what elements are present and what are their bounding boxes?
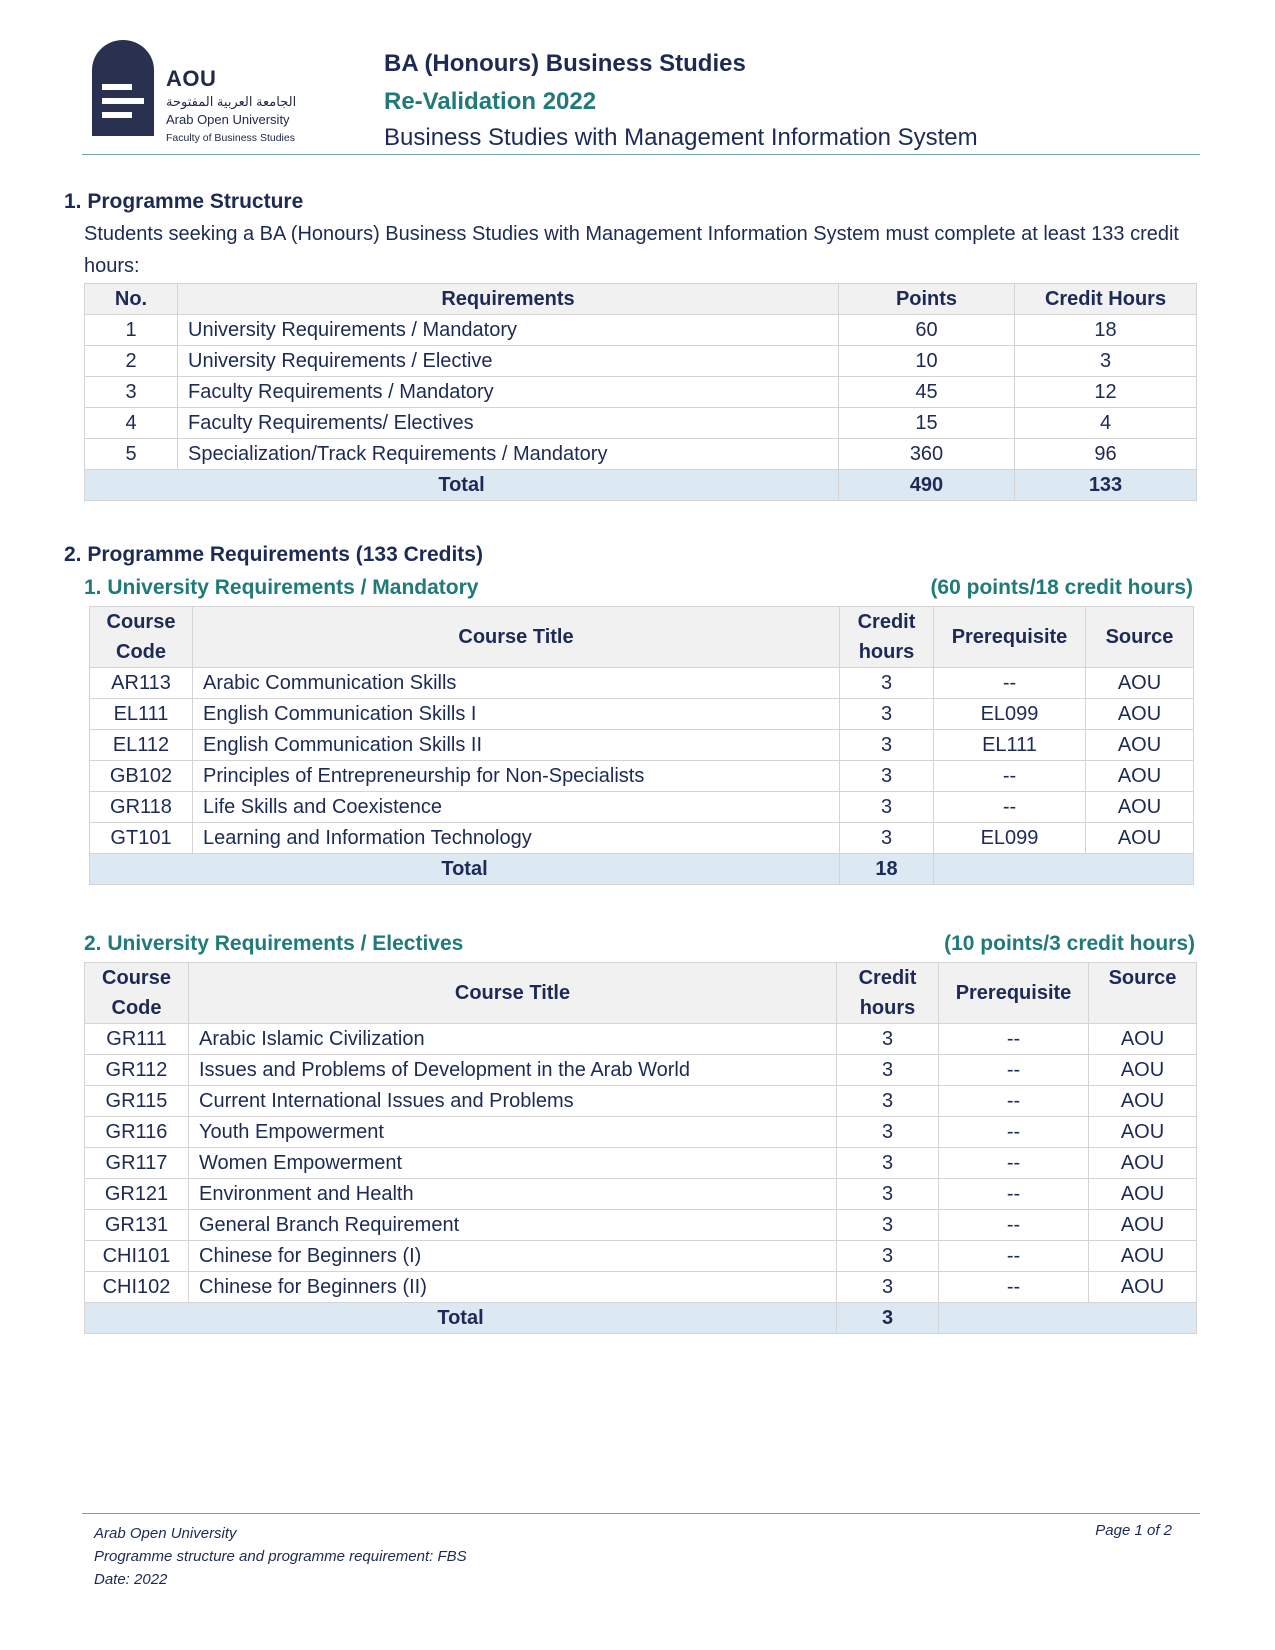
footer-date: Date: 2022 — [94, 1571, 168, 1588]
course-prereq: -- — [934, 668, 1086, 699]
course-credits: 3 — [837, 1086, 939, 1117]
course-credits: 3 — [840, 792, 934, 823]
course-credits: 3 — [837, 1055, 939, 1086]
column-header-code — [90, 607, 193, 668]
course-prereq: -- — [934, 761, 1086, 792]
table-row — [85, 346, 1197, 377]
course-source: AOU — [1089, 1055, 1197, 1086]
logo-arabic-text: الجامعة العربية المفتوحة — [166, 94, 297, 109]
header-line: Credit — [857, 611, 916, 633]
requirement-credits: 12 — [1015, 377, 1197, 408]
table-row — [85, 1179, 1197, 1210]
table-row — [90, 792, 1194, 823]
course-code: GT101 — [90, 823, 193, 854]
column-header-credits — [840, 607, 934, 668]
header-line: Course — [102, 967, 171, 989]
document-subtitle: Re-Validation 2022 — [384, 88, 597, 115]
table-row — [85, 1086, 1197, 1117]
course-code: GR112 — [85, 1055, 189, 1086]
course-code: GR131 — [85, 1210, 189, 1241]
table-row — [90, 668, 1194, 699]
column-header-title: Course Title — [189, 963, 837, 1024]
section-2-heading: 2. Programme Requirements (133 Credits) — [64, 543, 483, 566]
table-row — [85, 1210, 1197, 1241]
document-title: BA (Honours) Business Studies — [384, 50, 746, 77]
course-title: General Branch Requirement — [189, 1210, 837, 1241]
electives-summary: (10 points/3 credit hours) — [944, 932, 1195, 955]
header-line: Credit — [858, 967, 917, 989]
table-row — [85, 315, 1197, 346]
course-code: GR118 — [90, 792, 193, 823]
course-source: AOU — [1086, 761, 1194, 792]
course-source: AOU — [1089, 1117, 1197, 1148]
table-row — [90, 761, 1194, 792]
column-header-credits — [837, 963, 939, 1024]
course-credits: 3 — [840, 699, 934, 730]
course-code: GR115 — [85, 1086, 189, 1117]
column-header: No. — [85, 284, 178, 315]
course-credits: 3 — [840, 730, 934, 761]
row-number: 4 — [85, 408, 178, 439]
table-row — [90, 823, 1194, 854]
aou-logo — [92, 40, 332, 144]
course-source: AOU — [1086, 699, 1194, 730]
total-points: 490 — [839, 470, 1015, 501]
course-credits: 3 — [837, 1210, 939, 1241]
column-header-prereq: Prerequisite — [934, 607, 1086, 668]
table-row — [85, 439, 1197, 470]
course-source: AOU — [1086, 668, 1194, 699]
course-title: Chinese for Beginners (II) — [189, 1272, 837, 1303]
course-source: AOU — [1086, 823, 1194, 854]
electives-subheading: 2. University Requirements / Electives — [84, 932, 464, 955]
logo-english-text: Arab Open University — [166, 112, 290, 127]
course-source: AOU — [1089, 1086, 1197, 1117]
header-line: Code — [111, 997, 162, 1019]
course-title: Environment and Health — [189, 1179, 837, 1210]
section-1-intro: Students seeking a BA (Honours) Business Studies with Management Information System must complete at least 133 credit hours: — [84, 223, 1179, 277]
logo-aou-text: AOU — [166, 66, 217, 91]
course-prereq: -- — [939, 1024, 1089, 1055]
course-title: Learning and Information Technology — [193, 823, 840, 854]
course-code: CHI102 — [85, 1272, 189, 1303]
mandatory-summary: (60 points/18 credit hours) — [930, 576, 1193, 599]
programme-name: Business Studies with Management Information System — [384, 124, 978, 151]
course-prereq: EL111 — [934, 730, 1086, 761]
table-header-row — [90, 607, 1194, 668]
footer-org: Arab Open University — [94, 1525, 237, 1542]
course-code: GR121 — [85, 1179, 189, 1210]
requirement-points: 45 — [839, 377, 1015, 408]
course-code: EL111 — [90, 699, 193, 730]
course-source: AOU — [1086, 730, 1194, 761]
course-credits: 3 — [840, 668, 934, 699]
course-prereq: -- — [939, 1086, 1089, 1117]
course-title: English Communication Skills I — [193, 699, 840, 730]
requirement-points: 10 — [839, 346, 1015, 377]
page-number: Page 1 of 2 — [1095, 1522, 1172, 1539]
requirement-name: University Requirements / Mandatory — [178, 315, 839, 346]
total-row — [90, 854, 1194, 885]
row-number: 3 — [85, 377, 178, 408]
requirement-credits: 18 — [1015, 315, 1197, 346]
course-source: AOU — [1089, 1272, 1197, 1303]
course-title: Life Skills and Coexistence — [193, 792, 840, 823]
total-empty — [934, 854, 1194, 885]
course-code: CHI101 — [85, 1241, 189, 1272]
course-prereq: EL099 — [934, 699, 1086, 730]
total-row — [85, 1303, 1197, 1334]
course-prereq: -- — [934, 792, 1086, 823]
table-header-row — [85, 963, 1197, 1024]
requirement-credits: 3 — [1015, 346, 1197, 377]
table-row — [85, 1117, 1197, 1148]
table-row — [85, 1272, 1197, 1303]
requirement-name: Faculty Requirements / Mandatory — [178, 377, 839, 408]
header-line: Code — [116, 641, 166, 663]
course-prereq: EL099 — [934, 823, 1086, 854]
row-number: 2 — [85, 346, 178, 377]
course-prereq: -- — [939, 1210, 1089, 1241]
aou-logo-icon — [92, 40, 154, 136]
requirement-points: 60 — [839, 315, 1015, 346]
column-header: Points — [839, 284, 1015, 315]
total-label: Total — [85, 470, 839, 501]
total-empty — [939, 1303, 1197, 1334]
document-footer — [82, 1513, 1200, 1591]
column-header-title: Course Title — [193, 607, 840, 668]
course-title: Arabic Islamic Civilization — [189, 1024, 837, 1055]
total-credits: 133 — [1015, 470, 1197, 501]
column-header-prereq: Prerequisite — [939, 963, 1089, 1024]
header-line: hours — [859, 997, 916, 1019]
course-prereq: -- — [939, 1241, 1089, 1272]
mandatory-subheading: 1. University Requirements / Mandatory — [84, 576, 479, 599]
column-header: Credit Hours — [1015, 284, 1197, 315]
footer-doc: Programme structure and programme requirement: FBS — [94, 1548, 467, 1565]
course-source: AOU — [1089, 1179, 1197, 1210]
row-number: 1 — [85, 315, 178, 346]
course-prereq: -- — [939, 1117, 1089, 1148]
table-row — [85, 1241, 1197, 1272]
course-title: English Communication Skills II — [193, 730, 840, 761]
section-1-heading: 1. Programme Structure — [64, 190, 304, 213]
total-credits: 18 — [840, 854, 934, 885]
requirement-name: University Requirements / Elective — [178, 346, 839, 377]
table-row — [90, 730, 1194, 761]
column-header-source: Source — [1089, 963, 1197, 1024]
course-source: AOU — [1089, 1148, 1197, 1179]
total-row — [85, 470, 1197, 501]
row-number: 5 — [85, 439, 178, 470]
course-code: GR117 — [85, 1148, 189, 1179]
programme-structure-table — [84, 283, 1197, 501]
total-label: Total — [90, 854, 840, 885]
course-title: Chinese for Beginners (I) — [189, 1241, 837, 1272]
course-credits: 3 — [837, 1148, 939, 1179]
course-title: Youth Empowerment — [189, 1117, 837, 1148]
course-prereq: -- — [939, 1272, 1089, 1303]
total-label: Total — [85, 1303, 837, 1334]
header-line: Course — [106, 611, 176, 633]
logo-faculty-text: Faculty of Business Studies — [166, 132, 295, 144]
table-row — [85, 377, 1197, 408]
requirement-credits: 4 — [1015, 408, 1197, 439]
requirement-points: 15 — [839, 408, 1015, 439]
course-credits: 3 — [837, 1272, 939, 1303]
course-code: EL112 — [90, 730, 193, 761]
course-title: Women Empowerment — [189, 1148, 837, 1179]
course-credits: 3 — [837, 1179, 939, 1210]
requirement-credits: 96 — [1015, 439, 1197, 470]
total-credits: 3 — [837, 1303, 939, 1334]
column-header-source: Source — [1086, 607, 1194, 668]
course-title: Issues and Problems of Development in the Arab World — [189, 1055, 837, 1086]
course-source: AOU — [1089, 1241, 1197, 1272]
column-header: Requirements — [178, 284, 839, 315]
table-row — [85, 1148, 1197, 1179]
table-row — [85, 1024, 1197, 1055]
table-row — [90, 699, 1194, 730]
table-header-row — [85, 284, 1197, 315]
course-source: AOU — [1086, 792, 1194, 823]
course-title: Current International Issues and Problems — [189, 1086, 837, 1117]
course-code: GB102 — [90, 761, 193, 792]
requirement-points: 360 — [839, 439, 1015, 470]
course-code: GR111 — [85, 1024, 189, 1055]
course-credits: 3 — [840, 761, 934, 792]
course-title: Arabic Communication Skills — [193, 668, 840, 699]
requirement-name: Faculty Requirements/ Electives — [178, 408, 839, 439]
course-title: Principles of Entrepreneurship for Non-Specialists — [193, 761, 840, 792]
course-prereq: -- — [939, 1179, 1089, 1210]
course-credits: 3 — [837, 1024, 939, 1055]
course-credits: 3 — [837, 1241, 939, 1272]
document-header — [82, 30, 1200, 155]
table-row — [85, 1055, 1197, 1086]
course-code: GR116 — [85, 1117, 189, 1148]
table-row — [85, 408, 1197, 439]
mandatory-courses-table — [89, 606, 1194, 885]
header-line: hours — [858, 641, 915, 663]
course-credits: 3 — [837, 1117, 939, 1148]
elective-courses-table — [84, 962, 1197, 1334]
requirement-name: Specialization/Track Requirements / Mandatory — [178, 439, 839, 470]
course-source: AOU — [1089, 1210, 1197, 1241]
course-prereq: -- — [939, 1148, 1089, 1179]
course-prereq: -- — [939, 1055, 1089, 1086]
column-header-code — [85, 963, 189, 1024]
course-source: AOU — [1089, 1024, 1197, 1055]
course-code: AR113 — [90, 668, 193, 699]
course-credits: 3 — [840, 823, 934, 854]
